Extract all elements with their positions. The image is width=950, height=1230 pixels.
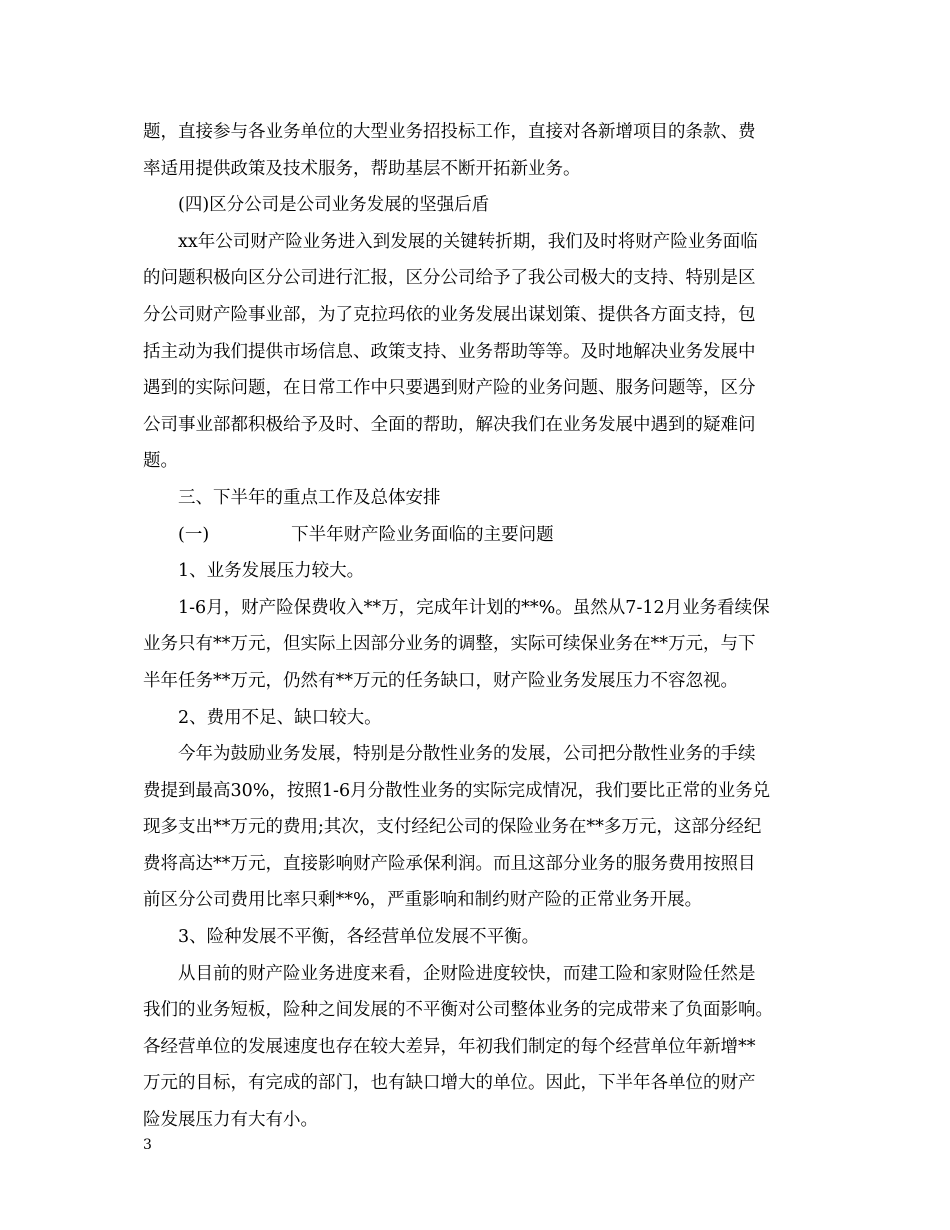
section-heading: (四)区分公司是公司业务发展的坚强后盾 [178, 195, 490, 216]
text-line: 险发展压力有大有小。 [143, 1110, 318, 1131]
subsection-number: (一) [178, 524, 210, 545]
text-line: 遇到的实际问题，在日常工作中只要遇到财产险的业务问题、服务问题等，区分 [143, 378, 756, 399]
text-line: 费将高达**万元，直接影响财产险承保利润。而且这部分业务的服务费用按照目 [143, 853, 756, 874]
item-heading: 3、险种发展不平衡，各经营单位发展不平衡。 [178, 927, 540, 948]
text-line: 分公司财产险事业部，为了克拉玛依的业务发展出谋划策、提供各方面支持，包 [143, 304, 756, 325]
text-line: 费提到最高30%，按照1-6月分散性业务的实际完成情况，我们要比正常的业务兑 [143, 780, 771, 801]
text-line: 现多支出**万元的费用;其次，支付经纪公司的保险业务在**多万元，这部分经纪 [143, 817, 762, 838]
text-line: 公司事业部都积极给予及时、全面的帮助，解决我们在业务发展中遇到的疑难问 [143, 414, 756, 435]
text-line: 各经营单位的发展速度也存在较大差异，年初我们制定的每个经营单位年新增** [143, 1036, 756, 1057]
text-line: 半年任务**万元，仍然有**万元的任务缺口，财产险业务发展压力不容忽视。 [143, 670, 738, 691]
section-heading: 三、下半年的重点工作及总体安排 [178, 487, 441, 508]
text-line: 前区分公司费用比率只剩**%，严重影响和制约财产险的正常业务开展。 [143, 890, 703, 911]
document-body [143, 114, 808, 1139]
text-line: 题，直接参与各业务单位的大型业务招投标工作，直接对各新增项目的条款、费 [143, 122, 756, 142]
text-line: 从目前的财产险业务进度来看，企财险进度较快，而建工险和家财险任然是 [178, 963, 756, 984]
text-line: 业务只有**万元，但实际上因部分业务的调整，实际可续保业务在**万元，与下 [143, 634, 756, 655]
text-line: 题。 [143, 451, 178, 472]
text-line: 的问题积极向区分公司进行汇报，区分公司给予了我公司极大的支持、特别是区 [143, 268, 756, 289]
text-line: 率适用提供政策及技术服务，帮助基层不断开拓新业务。 [143, 158, 581, 179]
text-line: 括主动为我们提供市场信息、政策支持、业务帮助等等。及时地解决业务发展中 [143, 341, 756, 362]
item-heading: 1、业务发展压力较大。 [178, 561, 365, 582]
subsection-heading [143, 517, 808, 554]
page-number: 3 [143, 1137, 152, 1153]
text-line: 万元的目标，有完成的部门，也有缺口增大的单位。因此，下半年各单位的财产 [143, 1073, 756, 1094]
text-line: 我们的业务短板，险种之间发展的不平衡对公司整体业务的完成带来了负面影响。 [143, 1000, 773, 1021]
text-line: 今年为鼓励业务发展，特别是分散性业务的发展，公司把分散性业务的手续 [178, 744, 756, 765]
text-line: 1-6月，财产险保费收入**万，完成年计划的**%。虽然从7-12月业务看续保 [178, 597, 770, 618]
item-heading: 2、费用不足、缺口较大。 [178, 707, 382, 728]
subsection-title: 下半年财产险业务面临的主要问题 [291, 524, 554, 545]
text-line: xx年公司财产险业务进入到发展的关键转折期，我们及时将财产险业务面临 [178, 231, 758, 252]
